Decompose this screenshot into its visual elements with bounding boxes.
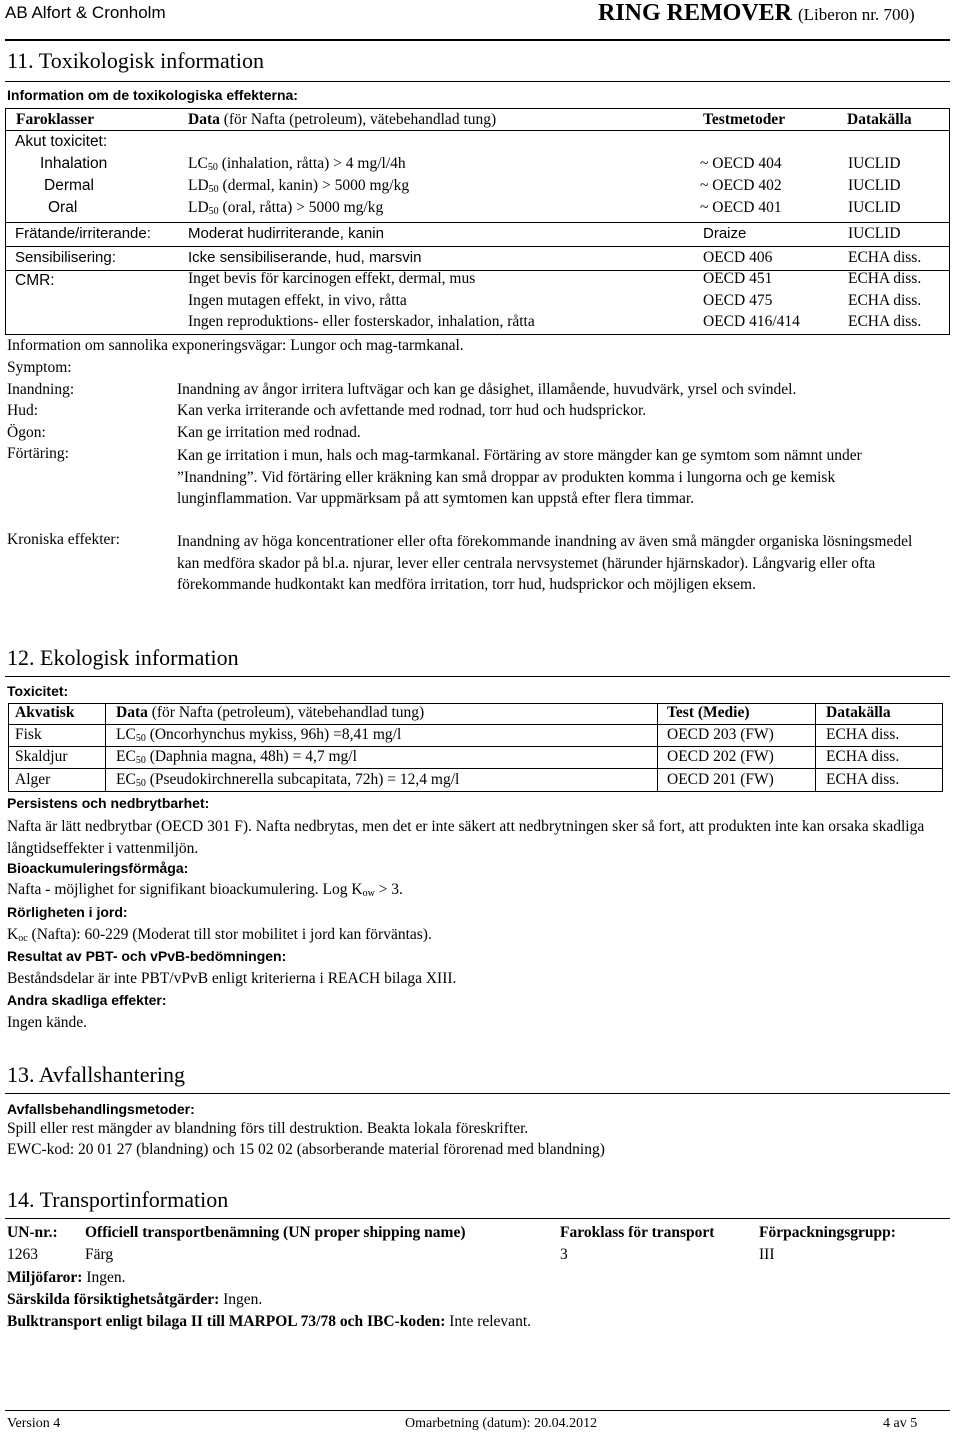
transport-packing-group: III [759, 1246, 775, 1263]
footer-rule [5, 1410, 950, 1411]
col-akvatisk: Akvatisk [15, 704, 75, 721]
inhalation-data: $LC_{50}$ (inhalation, råtta) > 4 mg/l/4h [188, 155, 406, 173]
dermal-data: $LD_{50}$ (dermal, kanin) > 5000 mg/kg [188, 177, 410, 195]
aquatic-org: Fisk [15, 726, 42, 743]
oral-source: IUCLID [848, 199, 901, 216]
waste-text-2: EWC-kod: 20 01 27 (blandning) och 15 02 02 (absorberande material förorenad med blandning) [7, 1141, 605, 1158]
section-12-rule [5, 676, 950, 677]
skin-symptom-label: Hud: [7, 402, 38, 419]
mobility-text: $K_{oc}$ (Nafta): 60-229 (Moderat till stor mobilitet i jord kan förväntas). [7, 926, 432, 944]
section-12-title: 12. Ekologisk information [7, 645, 239, 670]
transport-col-class: Faroklass för transport [560, 1224, 715, 1241]
transport-class: 3 [560, 1246, 568, 1263]
cmr-method-2: OECD 475 [703, 292, 773, 309]
corrosive-method: Draize [703, 225, 747, 242]
section-13-title: 13. Avfallshantering [7, 1062, 185, 1087]
section-13-rule [5, 1093, 950, 1094]
transport-un-number: 1263 [7, 1246, 38, 1263]
cmr-source-3: ECHA diss. [848, 313, 922, 330]
cmr-source-1: ECHA diss. [848, 270, 922, 287]
inhalation-method: ~ OECD 404 [700, 155, 782, 172]
transport-col-packing: Förpackningsgrupp: [759, 1224, 896, 1241]
sensitisation-source: ECHA diss. [848, 249, 922, 266]
col-faroklasser: Faroklasser [16, 111, 95, 128]
dermal-source: IUCLID [848, 177, 901, 194]
aquatic-source: ECHA diss. [826, 748, 900, 765]
cmr-method-3: OECD 416/414 [703, 313, 800, 330]
toxicity-label: Toxicitet: [7, 683, 69, 699]
aquatic-source: ECHA diss. [826, 771, 900, 788]
chronic-effects-label: Kroniska effekter: [7, 531, 120, 548]
other-effects-text: Ingen kände. [7, 1014, 88, 1031]
eyes-symptom-text: Kan ge irritation med rodnad. [177, 424, 361, 441]
bioaccumulation-heading: Bioackumuleringsförmåga: [7, 860, 189, 876]
chronic-effects-text: Inandning av höga koncentrationer eller ofta förekommande inandning av även små mängder organiska lösningsmedel kan medföra skador på bl.a. njurar, lever eller centrala nervsystemet (härunder hjärnskador). Långvarig eller ofta förekommande hudkontakt kan medföra irritation, torr hud, hudsprickor och möjligen eksem. [177, 533, 913, 593]
header-rule [5, 39, 950, 41]
corrosive-source: IUCLID [848, 225, 901, 242]
footer-page: 4 av 5 [883, 1416, 918, 1431]
aquatic-test: OECD 202 (FW) [667, 748, 774, 765]
transport-shipping-name: Färg [85, 1246, 114, 1263]
effects-title: Information om de toxikologiska effekterna: [7, 87, 298, 103]
oral-label: Oral [48, 199, 78, 216]
section-11-title: 11. Toxikologisk information [7, 48, 264, 73]
aquatic-source: ECHA diss. [826, 726, 900, 743]
col-aquatic-source: Datakälla [826, 704, 891, 721]
skin-symptom-text: Kan verka irriterande och avfettande med rodnad, torr hud och hudsprickor. [177, 402, 647, 419]
inhalation-symptom-text: Inandning av ångor irritera luftvägar och kan ge dåsighet, illamående, huvudvärk, yrsel och svindel. [177, 381, 797, 398]
other-effects-heading: Andra skadliga effekter: [7, 992, 167, 1008]
corrosive-label: Frätande/irriterande: [15, 225, 151, 242]
liberon-number: (Liberon nr. 700) [798, 5, 915, 24]
cmr-source-2: ECHA diss. [848, 292, 922, 309]
ingestion-symptom-label: Förtäring: [7, 445, 69, 462]
product-title [598, 0, 915, 27]
sensitisation-method: OECD 406 [703, 249, 773, 266]
ingestion-symptom-text: Kan ge irritation i mun, hals och mag-tarmkanal. Förtäring av store mängder kan ge symtom som nämnt under ”Inandning”. Vid förtäring eller kräkning kan små droppar av produkten komma i lungorna och ge kemisk lunginflammation. Var uppmärksam på att symtomen kan uppstå efter flera timmar. [177, 447, 862, 507]
waste-text-1: Spill eller rest mängder av blandning förs till destruktion. Beakta lokala föreskrifter. [7, 1120, 529, 1137]
company-name: AB Alfort & Cronholm [5, 3, 166, 22]
oral-data: $LD_{50}$ (oral, råtta) > 5000 mg/kg [188, 199, 384, 217]
persistence-heading: Persistens och nedbrytbarhet: [7, 795, 210, 811]
bulk-transport: Bulktransport enligt bilaga II till MARPOL 73/78 och IBC-koden: Inte relevant. [7, 1313, 531, 1330]
eyes-symptom-label: Ögon: [7, 424, 46, 441]
oral-method: ~ OECD 401 [700, 199, 782, 216]
waste-methods-heading: Avfallsbehandlingsmetoder: [7, 1101, 195, 1117]
section-11-rule [5, 81, 950, 82]
corrosive-data: Moderat hudirriterande, kanin [188, 225, 384, 242]
dermal-method: ~ OECD 402 [700, 177, 782, 194]
special-precautions: Särskilda försiktighetsåtgärder: Ingen. [7, 1291, 263, 1308]
aquatic-value: $EC_{50}$ (Pseudokirchnerella subcapitata, 72h) = 12,4 mg/l [116, 771, 460, 789]
col-aquatic-data: Data (för Nafta (petroleum), vätebehandlad tung) [116, 704, 425, 721]
col-test-medie: Test (Medie) [667, 704, 750, 721]
product-name: RING REMOVER [598, 0, 793, 26]
aquatic-value: $LC_{50}$ (Oncorhynchus mykiss, 96h) =8,41 mg/l [116, 726, 402, 744]
aquatic-org: Alger [15, 771, 51, 788]
footer-revision: Omarbetning (datum): 20.04.2012 [405, 1416, 598, 1431]
exposure-routes: Information om sannolika exponeringsvägar: Lungor och mag-tarmkanal. [7, 337, 464, 354]
inhalation-symptom-label: Inandning: [7, 381, 75, 398]
environment-hazards: Miljöfaror: Ingen. [7, 1269, 126, 1286]
sensitisation-data: Icke sensibiliserande, hud, marsvin [188, 249, 422, 266]
pbt-text: Beståndsdelar är inte PBT/vPvB enligt kriterierna i REACH bilaga XIII. [7, 970, 457, 987]
pbt-heading: Resultat av PBT- och vPvB-bedömningen: [7, 948, 287, 964]
cmr-data-3: Ingen reproduktions- eller fosterskador, inhalation, råtta [188, 313, 535, 330]
cmr-data-1: Inget bevis för karcinogen effekt, dermal, mus [188, 270, 476, 287]
symptom-label: Symptom: [7, 359, 72, 376]
inhalation-source: IUCLID [848, 155, 901, 172]
col-datakalla: Datakälla [847, 111, 912, 128]
dermal-label: Dermal [44, 177, 94, 194]
aquatic-org: Skaldjur [15, 748, 68, 765]
bioaccumulation-text: Nafta - möjlighet for signifikant bioackumulering. Log $K_{ow} > 3$. [7, 881, 403, 899]
section-14-rule [5, 1218, 950, 1219]
col-data: Data (för Nafta (petroleum), vätebehandlad tung) [188, 111, 497, 128]
persistence-text: Nafta är lätt nedbrytbar (OECD 301 F). Nafta nedbrytas, men det er inte säkert att nedbrytningen sker så fort, att produkten inte kan orsaka skadliga långtidseffekter i vattenmiljön. [7, 818, 925, 857]
cmr-method-1: OECD 451 [703, 270, 773, 287]
aquatic-test: OECD 203 (FW) [667, 726, 774, 743]
col-testmetoder: Testmetoder [703, 111, 786, 128]
cmr-label: CMR: [15, 272, 55, 289]
mobility-heading: Rörligheten i jord: [7, 904, 128, 920]
transport-col-un: UN-nr.: [7, 1224, 58, 1241]
sensitisation-label: Sensibilisering: [15, 249, 116, 266]
inhalation-label: Inhalation [40, 155, 108, 172]
footer-version: Version 4 [7, 1416, 61, 1431]
aquatic-value: $EC_{50}$ (Daphnia magna, 48h) = 4,7 mg/l [116, 748, 357, 766]
aquatic-test: OECD 201 (FW) [667, 771, 774, 788]
section-14-title: 14. Transportinformation [7, 1187, 229, 1212]
cmr-data-2: Ingen mutagen effekt, in vivo, råtta [188, 292, 407, 309]
acute-label: Akut toxicitet: [15, 133, 108, 150]
transport-col-name: Officiell transportbenämning (UN proper shipping name) [85, 1224, 466, 1241]
